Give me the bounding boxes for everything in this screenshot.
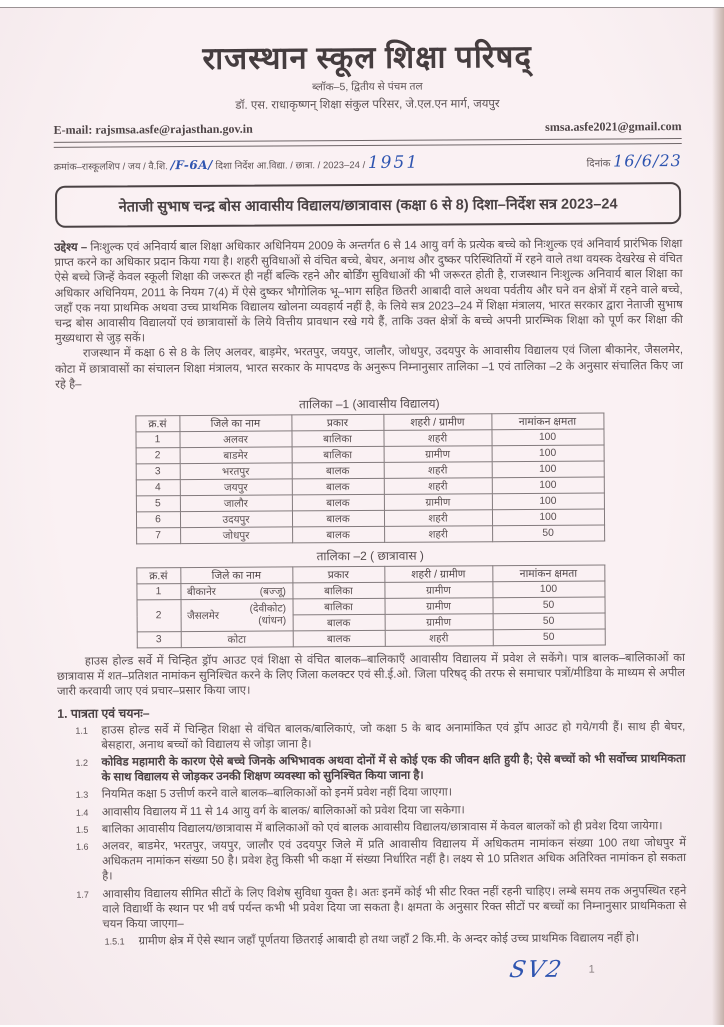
reference-number-prefix: क्रमांक–रास्कूलशिप / जय / वै.शि. (53, 161, 168, 173)
item-text: आवासीय विद्यालय में 11 से 14 आयु वर्ग के बालक/ बालिकाओं को प्रवेश दिया जा सकेगा। (101, 804, 465, 819)
cell: 100 (492, 509, 604, 526)
handwritten-date: 16/6/23 (613, 151, 682, 171)
district-cell (180, 583, 292, 600)
reference-row (54, 151, 682, 175)
cell: जालौर (180, 495, 292, 512)
cell: बालक (293, 614, 385, 631)
cell: 50 (492, 525, 604, 542)
hostels-table (136, 565, 605, 649)
cell: 50 (493, 629, 605, 646)
cell: शहरी (383, 430, 491, 447)
item-text: हाउस होल्ड सर्वे में चिन्हित शिक्षा से वंचित बालक/बालिकाएं, जो कक्षा 5 के बाद अनामांकित एवं ड्रॉप आउट हो गये/गयी हैं। साथ ही बेघर, बेसहारा, अनाथ बच्चों को विद्यालय से जोड़ा जाना है। (101, 720, 686, 752)
cell: ग्रामीण (384, 446, 492, 463)
table1-header-district: जिले का नाम (179, 415, 291, 432)
cell: 50 (493, 613, 605, 630)
table1-header-sn: क्र.सं (135, 416, 179, 432)
email-address-right: smsa.asfe2021@gmail.com (545, 119, 682, 134)
eligibility-list (75, 720, 686, 951)
cell: बालिका (292, 582, 384, 599)
residential-schools-table (135, 413, 605, 545)
cell: ग्रामीण (385, 614, 493, 631)
item-text: कोविड महामारी के कारण ऐसे बच्चे जिनके अभिभावक अथवा दोनों में से कोई एक की जीवन क्षति हुयी है; ऐसे बच्चों को भी सर्वोच्च प्राथमिकता के साथ विद्यालय से जोड़कर उनकी शिक्षण व्यवस्था को सुनिश्चित किया जाना है। (101, 753, 686, 784)
table2-header-capacity: नामांकन क्षमता (492, 565, 604, 582)
document-content (0, 6, 724, 1027)
table2-header-type: प्रकार (292, 566, 384, 583)
subject-title: नेताजी सुभाष चन्द्र बोस आवासीय विद्यालय/छात्रावास (कक्षा 6 से 8) दिशा–निर्देश सत्र 2023–24 (118, 196, 618, 216)
cell: भरतपुर (180, 463, 292, 480)
table1-header-type: प्रकार (291, 414, 383, 431)
section1-heading: 1. पात्रता एवं चयनः– (57, 705, 150, 721)
item-number: 1.6 (75, 841, 89, 852)
item-text: अलवर, बाडमेर, भरतपुर, जयपुर, जालौर एवं उदयपुर जिले में प्रति आवासीय विद्यालय में अधिकतम नामांकन संख्या 100 तथा जोधपुर में अधिकतम नामांकन संख्या 50 है। प्रवेश हेतु किसी भी कक्षा में संख्या निर्धारित नहीं है। लक्ष्य से 10 प्रतिशत अधिक अतिरिक्त नामांकन हो सकता है। (101, 837, 687, 884)
cell: बालक (293, 630, 385, 647)
table1-header-area: शहरी / ग्रामीण (383, 414, 491, 431)
cell: 2 (136, 448, 180, 464)
handwritten-file-code: /F-6A/ (170, 157, 213, 173)
cell: जोधपुर (180, 527, 292, 544)
cell: उदयपुर (180, 511, 292, 528)
list-item (75, 752, 685, 786)
list-item (76, 884, 686, 933)
cell: शहरी (384, 462, 492, 479)
cell: बालिका (291, 430, 383, 447)
cell: 100 (492, 581, 604, 598)
district-name: जैसलमेर (187, 610, 220, 622)
email-label: E-mail: (53, 122, 93, 137)
cell: 5 (136, 496, 180, 512)
cell: शहरी (385, 630, 493, 647)
objective-text: निःशुल्क एवं अनिवार्य बाल शिक्षा अधिकार अधिनियम 2009 के अन्तर्गत 6 से 14 आयु वर्ग के प्रत्येक बच्चे को निःशुल्क एवं अनिवार्य प्रारंभिक शिक्षा प्राप्त करने का अधिकार प्रदान किया गया है। शहरी सुविधाओं से वंचित बच्चे, बेघर, अनाथ और दुष्कर परिस्थितियों में रहने वाले तथा वयस्क देखरेख से वंचित ऐसे बच्चे जिन्हें केवल स्कूली शिक्षा की जरूरत ही नहीं बल्कि रहने और बोर्डिंग सुविधाओं की भी जरूरत होती है, राजस्थान निःशुल्क अनिवार्य बाल शिक्षा का अधिकार अधिनियम, 2011 के नियम 7(4) में ऐसे दुष्कर भौगोलिक भू–भाग सहित छितरी आबादी वाले अथवा पर्वतीय और घने वन क्षेत्रों में रहने वाले बच्चे, जहाँ एक नया प्राथमिक अथवा उच्च प्राथमिक विद्यालय खोलना व्यवहार्य नहीं है, के लिये सत्र 2023–24 में शिक्षा मंत्रालय, भारत सरकार द्वारा नेताजी सुभाष चन्द्र बोस आवासीय विद्यालयों एवं छात्रावासों के लिये वित्तीय प्रावधान रखे गये हैं, ताकि उक्त क्षेत्रों के बच्चे अपनी प्रारम्भिक शिक्षा को पूर्ण कर शिक्षा की मुख्यधारा से जुड़ सकें। (54, 238, 683, 346)
cell: ग्रामीण (384, 582, 492, 599)
handwritten-dispatch-number: 1951 (367, 152, 420, 173)
cell: 1 (136, 584, 180, 600)
cell: 100 (492, 461, 604, 478)
reference-number-suffix: दिशा निर्देश आ.विद्या. / छात्रा. / 2023–24 / (215, 159, 366, 172)
header-divider (54, 138, 682, 148)
cell: शहरी (384, 478, 492, 495)
district-sub-name: (बज्जू) (259, 585, 286, 598)
cell: बालक (292, 510, 384, 527)
cell: शहरी (384, 526, 492, 543)
cell: 6 (136, 512, 180, 528)
cell: 7 (136, 528, 180, 544)
reference-number (54, 153, 419, 175)
table2-header-sn: क्र.सं (136, 568, 180, 584)
address-line1: ब्लॉक–5, द्वितीय से पंचम तल (312, 80, 423, 94)
item-text: आवासीय विद्यालय सीमित सीटों के लिए विशेष सुविधा युक्त है। अतः इनमें कोई भी सीट रिक्त नहीं रहनी चाहिए। लम्बे समय तक अनुपस्थित रहने वाले विद्यार्थी के स्थान पर भी वर्ष पर्यन्त कभी भी प्रवेश दिया जा सकता है। क्षमता के अनुसार रिक्त सीटों पर बच्चों का निम्नानुसार प्राथमिकता से चयन किया जाएगा– (102, 884, 687, 931)
item-number: 1.2 (75, 757, 89, 768)
cell: बालक (292, 462, 384, 479)
table-row (137, 629, 605, 648)
cell: 100 (491, 429, 603, 446)
item-text: बालिका आवासीय विद्यालय/छात्रावास में बालिकाओं को एवं बालक आवासीय विद्यालय/छात्रावास में केवल बालकों को ही प्रवेश दिया जायेगा। (101, 820, 663, 836)
item-number: 1.5 (75, 824, 89, 835)
cell: बालक (292, 494, 384, 511)
cell: जयपुर (180, 479, 292, 496)
org-title: राजस्थान स्कूल शिक्षा परिषद् (202, 38, 532, 76)
item-number: 1.3 (75, 790, 89, 801)
cell: शहरी (384, 510, 492, 527)
page-number: 1 (588, 964, 595, 977)
email-row (54, 119, 682, 138)
district-name: बीकानेर (186, 586, 217, 598)
table2-header-district: जिले का नाम (180, 567, 292, 584)
table-row (136, 525, 604, 544)
document-page (0, 7, 724, 1025)
item-text: ग्रामीण क्षेत्र में ऐसे स्थान जहाँ पूर्णतया छितराई आबादी हो तथा जहाँ 2 कि.मी. के अन्दर कोई उच्च प्राथमिक विद्यालय नहीं हो। (138, 932, 640, 948)
item-number: 1.4 (75, 807, 89, 818)
district-sub-name: (देवीकोट) (249, 602, 287, 615)
district-sub-name: (धांधन) (258, 614, 287, 627)
email-left-group (54, 122, 253, 138)
cell: ग्रामीण (384, 494, 492, 511)
cell: 1 (135, 432, 179, 448)
cell: 100 (492, 445, 604, 462)
cell: 3 (136, 464, 180, 480)
cell: बालक (292, 526, 384, 543)
list-sub-item (105, 931, 687, 950)
date-label: दिनांक (586, 158, 611, 170)
date-group (587, 151, 682, 171)
cell: बालिका (293, 598, 385, 615)
email-address-left: rajsmsa.asfe@rajasthan.gov.in (95, 121, 253, 137)
item-number: 1.1 (75, 725, 88, 736)
district-cell (181, 599, 293, 632)
item-number: 1.7 (76, 889, 89, 900)
list-item (76, 819, 686, 838)
objective-paragraph (54, 237, 683, 347)
cell: बालिका (292, 446, 384, 463)
objective-label: उद्देश्य – (54, 241, 88, 254)
table1-caption: तालिका –1 (आवासीय विद्यालय) (298, 396, 440, 412)
cell: 4 (136, 480, 180, 496)
cell: 2 (137, 600, 181, 632)
cell: 50 (492, 597, 604, 614)
cell: बाडमेर (180, 447, 292, 464)
cell: बालक (292, 478, 384, 495)
cell: अलवर (179, 431, 291, 448)
appeal-paragraph: हाउस होल्ड सर्वे में चिन्हित ड्रॉप आउट एवं शिक्षा से वंचित बालक–बालिकाएँ आवासीय विद्यालय में प्रवेश ले सकेंगे। पात्र बालक–बालिकाओं का छात्रावास में शत–प्रतिशत नामांकन सुनिश्चित करने के लिए जिला कलक्टर एवं सी.ई.ओ. जिला परिषद् की तरफ से समाचार पत्रों/मीडिया के माध्यम से अपील जारी करवायी जाए एवं प्रचार–प्रसार किया जाए। (56, 652, 686, 699)
footer-row (59, 957, 687, 987)
districts-paragraph: राजस्थान में कक्षा 6 से 8 के लिए अलवर, बाड़मेर, भरतपुर, जयपुर, जालौर, जोधपुर, उदयपुर के आवासीय विद्यालय एवं जिला बीकानेर, जैसलमेर, कोटा में छात्रावासों का संचालन शिक्षा मंत्रालय, भारत सरकार के मापदण्ड के अनुरूप निम्नानुसार तालिका –1 एवं तालिका –2 के अनुसार संचालित किए जा रहे है– (55, 344, 684, 391)
item-number: 1.5.1 (104, 936, 125, 947)
address-line2: डॉ. एस. राधाकृष्णन् शिक्षा संकुल परिसर, जे.एल.एन मार्ग, जयपुर (235, 98, 500, 112)
table2-header-area: शहरी / ग्रामीण (384, 566, 492, 583)
list-item (75, 720, 685, 754)
letterhead (53, 34, 682, 148)
table2-caption: तालिका –2 ( छात्रावास ) (316, 548, 424, 564)
handwritten-signature: SV2 (507, 957, 565, 984)
item-text: नियमित कक्षा 5 उत्तीर्ण करने वाले बालक–बालिकाओं को इनमें प्रवेश नहीं दिया जाएगा। (101, 786, 453, 802)
subject-box (55, 182, 682, 228)
list-item (76, 802, 686, 821)
cell: ग्रामीण (385, 598, 493, 615)
list-item (76, 784, 686, 803)
cell: 100 (492, 477, 604, 494)
list-item (76, 836, 686, 885)
cell: 3 (137, 632, 181, 648)
district-cell: कोटा (181, 631, 293, 648)
cell: 100 (492, 493, 604, 510)
table1-header-capacity: नामांकन क्षमता (491, 413, 603, 430)
